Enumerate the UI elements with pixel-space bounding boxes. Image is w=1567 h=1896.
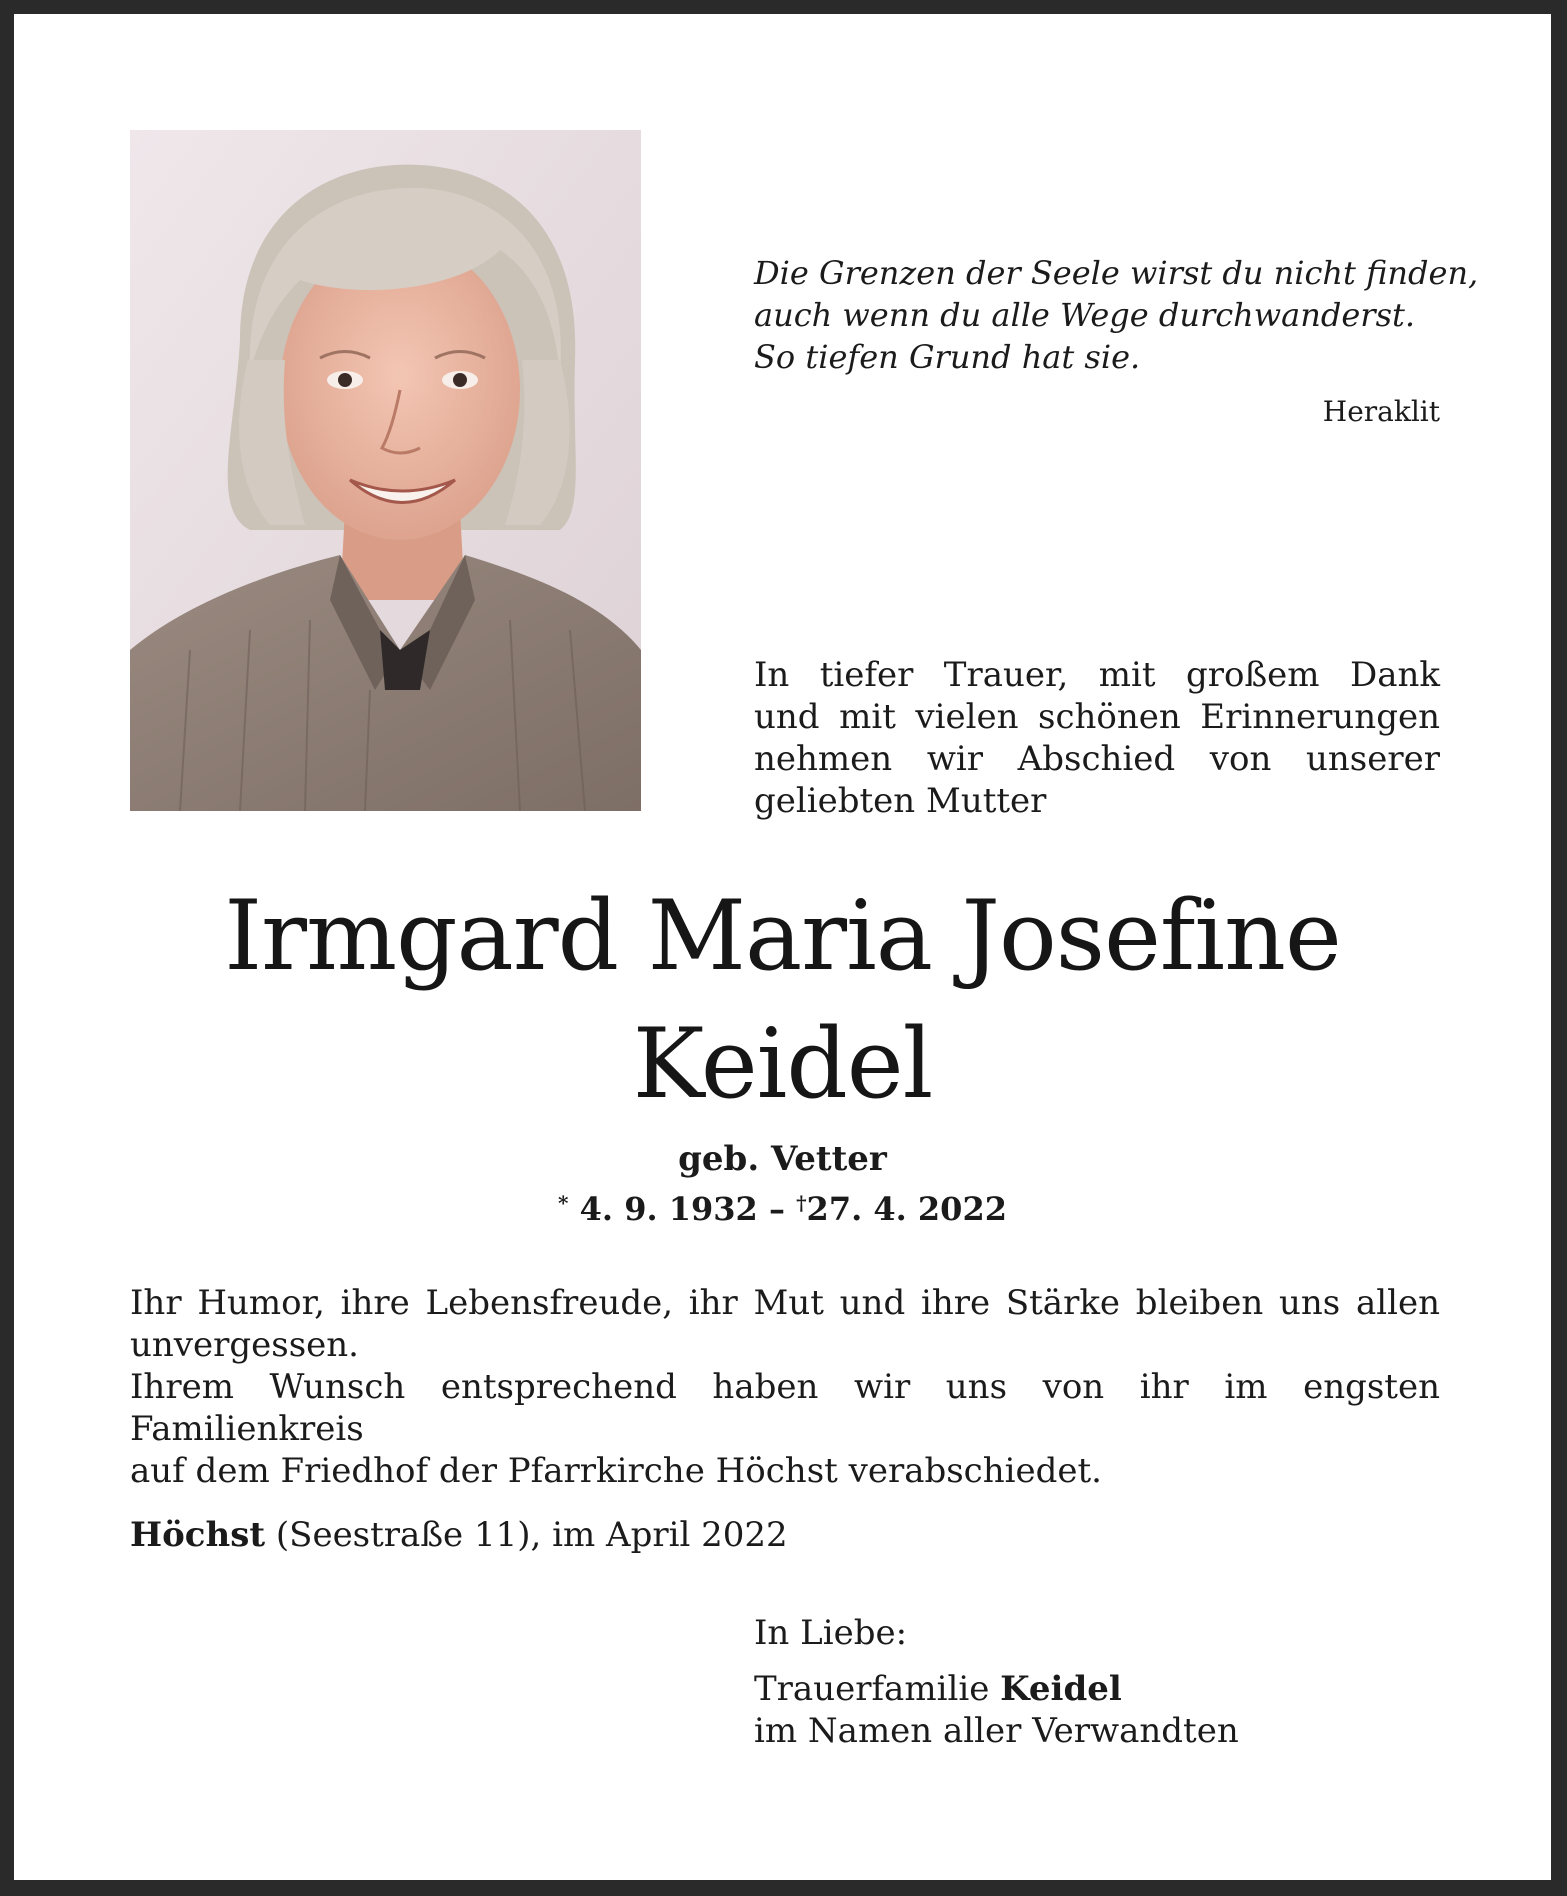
date-separator: – <box>768 1190 785 1228</box>
place-town: Höchst <box>130 1515 266 1555</box>
signature-block <box>754 1612 1239 1752</box>
family-prefix: Trauerfamilie <box>754 1669 1001 1709</box>
body-line: Ihr Humor, ihre Lebensfreude, ihr Mut und ihre Stärke bleiben uns allen <box>130 1283 1440 1323</box>
mourning-statement <box>754 654 1440 822</box>
quote-line: auch wenn du alle Wege durchwanderst. <box>754 296 1416 334</box>
mourning-line: nehmen wir Abschied von unserer <box>754 739 1440 779</box>
deceased-surname: Keidel <box>632 1008 933 1120</box>
mourning-line: und mit vielen schönen Erinnerungen <box>754 697 1440 737</box>
body-line: unvergessen. <box>130 1325 359 1365</box>
family-line <box>754 1668 1239 1710</box>
quote-line: So tiefen Grund hat sie. <box>754 338 1141 376</box>
relatives-line: im Namen aller Verwandten <box>754 1711 1239 1751</box>
body-line: auf dem Friedhof der Pfarrkirche Höchst verabschiedet. <box>130 1451 1102 1491</box>
place-and-date <box>130 1514 788 1556</box>
death-date: 27. 4. 2022 <box>806 1190 1007 1228</box>
maiden-name: geb. Vetter <box>678 1139 887 1179</box>
obituary-body <box>130 1282 1440 1492</box>
place-detail: (Seestraße 11), im April 2022 <box>265 1515 788 1555</box>
mourning-line: In tiefer Trauer, mit großem Dank <box>754 655 1440 695</box>
family-name: Keidel <box>1000 1669 1122 1709</box>
birth-date: 4. 9. 1932 <box>579 1190 758 1228</box>
quote-author: Heraklit <box>1322 395 1440 428</box>
death-symbol: † <box>796 1191 807 1215</box>
body-line: Ihrem Wunsch entsprechend haben wir uns von ihr im engsten Familienkreis <box>130 1367 1440 1449</box>
closing-greeting: In Liebe: <box>754 1613 908 1653</box>
quote <box>754 252 1479 378</box>
life-dates <box>14 1182 1551 1230</box>
portrait-photo <box>130 130 641 811</box>
deceased-given-names: Irmgard Maria Josefine <box>224 880 1341 992</box>
mourning-line: geliebten Mutter <box>754 781 1047 821</box>
portrait-icon <box>130 130 641 811</box>
obituary-page <box>14 14 1551 1880</box>
quote-line: Die Grenzen der Seele wirst du nicht finden, <box>754 254 1479 292</box>
birth-symbol: * <box>558 1191 569 1215</box>
